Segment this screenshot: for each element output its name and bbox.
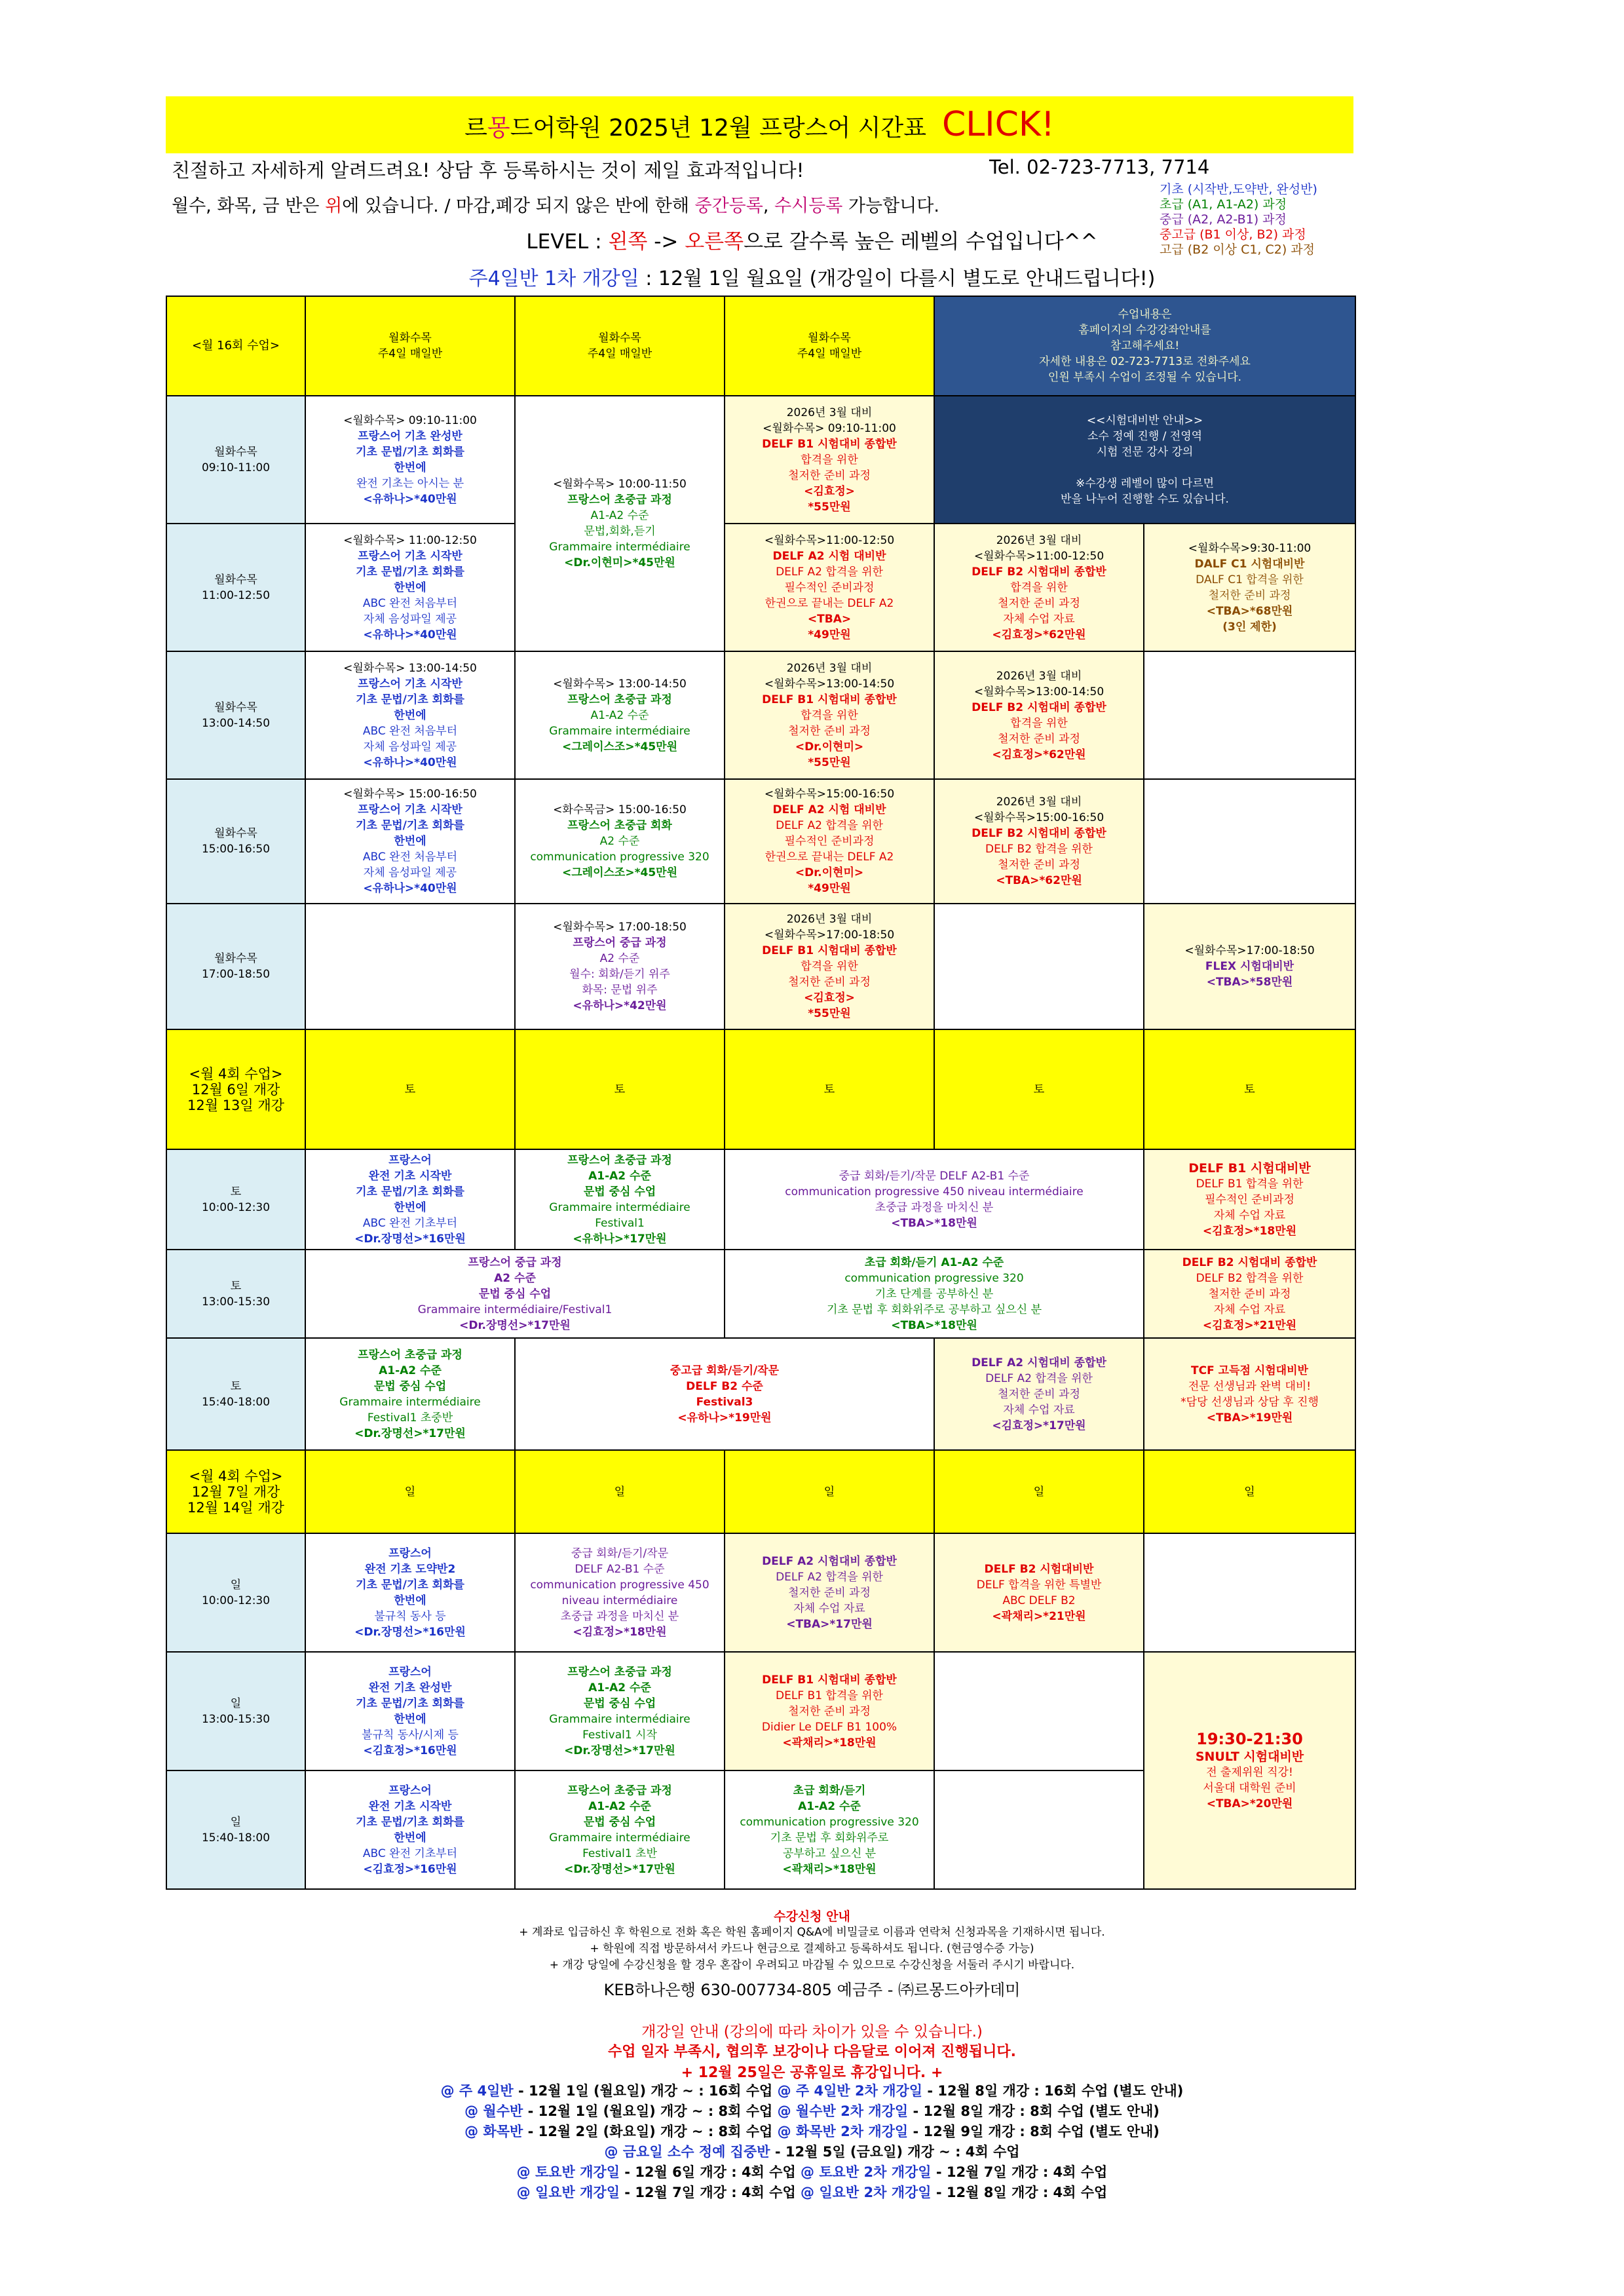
- day-header: 토: [725, 1029, 934, 1149]
- class-cell: <월화수목> 09:10-11:00 프랑스어 기초 완성반 기초 문법/기초 회화를 한번에 완전 기초는 아시는 분 <유하나>*40만원: [305, 396, 515, 524]
- col-header: 월화수목 주4일 매일반: [515, 296, 725, 396]
- class-cell: <월화수목>15:00-16:50 DELF A2 시험 대비반 DELF A2 합격을 위한 필수적인 준비과정 한권으로 끝내는 DELF A2 <Dr.이현미> *49만원: [725, 779, 934, 904]
- time-label: 월화수목 13:00-14:50: [166, 651, 305, 779]
- class-cell: 2026년 3월 대비 <월화수목>11:00-12:50 DELF B2 시험대비 종합반 합격을 위한 철저한 준비 과정 자체 수업 자료 <김효정>*62만원: [934, 524, 1144, 651]
- col-header: 월화수목 주4일 매일반: [725, 296, 934, 396]
- time-label: 일 10:00-12:30: [166, 1533, 305, 1652]
- holiday-notice: + 12월 25일은 공휴일로 휴강입니다. +: [681, 2065, 943, 2081]
- empty-cell: [934, 1652, 1144, 1770]
- class-cell: DELF B2 시험대비 종합반 DELF B2 합격을 위한 철저한 준비 과정 자체 수업 자료 <김효정>*21만원: [1144, 1250, 1355, 1338]
- empty-cell: [934, 1770, 1144, 1889]
- class-cell: 중급 회화/듣기/작문 DELF A2-B1 수준 communication progressive 450 niveau intermédiaire 초중급 과정을 마치신 분 <김효정>*18만원: [515, 1533, 725, 1652]
- exam-info: <<시험대비반 안내>> 소수 정예 진행 / 전영역 시험 전문 강사 강의 ※수강생 레벨이 많이 다르면 반을 나누어 진행할 수도 있습니다.: [934, 396, 1355, 524]
- class-cell: <월화수목>11:00-12:50 DELF A2 시험 대비반 DELF A2 합격을 위한 필수적인 준비과정 한권으로 끝내는 DELF A2 <TBA> *49만원: [725, 524, 934, 651]
- class-cell: <월화수목> 11:00-12:50 프랑스어 기초 시작반 기초 문법/기초 회화를 한번에 ABC 완전 처음부터 자체 음성파일 제공 <유하나>*40만원: [305, 524, 515, 651]
- class-cell: 프랑스어 완전 기초 완성반 기초 문법/기초 회화를 한번에 불규칙 동사/시제 등 <김효정>*16만원: [305, 1652, 515, 1770]
- day-header: 일: [725, 1450, 934, 1533]
- weekday-header: <월 16회 수업>: [166, 296, 305, 396]
- day-header: 일: [305, 1450, 515, 1533]
- class-cell: DELF B1 시험대비반 DELF B1 합격을 위한 필수적인 준비과정 자체 수업 자료 <김효정>*18만원: [1144, 1149, 1355, 1250]
- class-cell: 2026년 3월 대비 <월화수목> 09:10-11:00 DELF B1 시험대비 종합반 합격을 위한 철저한 준비 과정 <김효정> *55만원: [725, 396, 934, 524]
- class-cell: 19:30-21:30 SNULT 시험대비반 전 출제위원 직강! 서울대 대학원 준비 <TBA>*20만원: [1144, 1652, 1355, 1889]
- day-header: 토: [934, 1029, 1144, 1149]
- intro-line1: 친절하고 자세하게 알려드려요! 상담 후 등록하시는 것이 제일 효과적입니다!: [172, 159, 804, 182]
- class-cell: 프랑스어 초중급 과정 A1-A2 수준 문법 중심 수업 Grammaire intermédiaire Festival1 <유하나>*17만원: [515, 1149, 725, 1250]
- class-cell: <월화수목>17:00-18:50 FLEX 시험대비반 <TBA>*58만원: [1144, 904, 1355, 1029]
- level-guide: LEVEL : 왼쪽 -> 오른쪽으로 갈수록 높은 레벨의 수업입니다^^: [526, 230, 1098, 254]
- class-cell: DELF B2 시험대비반 DELF 합격을 위한 특별반 ABC DELF B2 <곽채리>*21만원: [934, 1533, 1144, 1652]
- class-cell: 프랑스어 완전 기초 시작반 기초 문법/기초 회화를 한번에 ABC 완전 기초부터 <Dr.장명선>*16만원: [305, 1149, 515, 1250]
- page-title: 르몽드어학원 2025년 12월 프랑스어 시간표 CLICK!: [166, 96, 1353, 153]
- empty-cell: [1144, 1533, 1355, 1652]
- open-warning: 수업 일자 부족시, 협의후 보강이나 다음달로 이어져 진행됩니다.: [608, 2044, 1016, 2060]
- time-label: 월화수목 15:00-16:50: [166, 779, 305, 904]
- level-legend: 기초 (시작반,도약반, 완성반) 초급 (A1, A1-A2) 과정 중급 (A2, A2-B1) 과정 중고급 (B1 이상, B2) 과정 고급 (B2 이상 C1, C2) 과정: [1160, 182, 1317, 257]
- class-cell: DELF A2 시험대비 종합반 DELF A2 합격을 위한 철저한 준비 과정 자체 수업 자료 <김효정>*17만원: [934, 1338, 1144, 1450]
- class-cell: 프랑스어 중급 과정 A2 수준 문법 중심 수업 Grammaire intermédiaire/Festival1 <Dr.장명선>*17만원: [305, 1250, 725, 1338]
- class-cell: <월화수목> 13:00-14:50 프랑스어 초중급 과정 A1-A2 수준 Grammaire intermédiaire <그레이스조>*45만원: [515, 651, 725, 779]
- class-cell: DELF A2 시험대비 종합반 DELF A2 합격을 위한 철저한 준비 과정 자체 수업 자료 <TBA>*17만원: [725, 1533, 934, 1652]
- class-cell: 초급 회화/듣기 A1-A2 수준 communication progressive 320 기초 문법 후 회화위주로 공부하고 싶으신 분 <곽채리>*18만원: [725, 1770, 934, 1889]
- saturday-header: <월 4회 수업> 12월 6일 개강 12월 13일 개강: [166, 1029, 305, 1149]
- class-cell: <월화수목> 13:00-14:50 프랑스어 기초 시작반 기초 문법/기초 회화를 한번에 ABC 완전 처음부터 자체 음성파일 제공 <유하나>*40만원: [305, 651, 515, 779]
- time-label: 월화수목 11:00-12:50: [166, 524, 305, 651]
- day-header: 토: [1144, 1029, 1355, 1149]
- schedule-list: @ 주 4일반 - 12월 1일 (월요일) 개강 ~ : 16회 수업 @ 주 4일반 2차 개강일 - 12월 8일 개강 : 16회 수업 (별도 안내) @ 월수반 - 12월 1일 (월요일) 개강 ~ : 8회 수업 @ 월수반 2차 개강일 - 12월 8일 개강 : 8회 수업 (별도 안내) @ 화목반 - 12월 2일 (화요일) 개강 ~ : 8회 수업 @ 화목반 2차 개강일 - 12월 9일 개강 : 8회 수업 (별도 안내) @ 금요일 소수 정예 집중반 - 12월 5일 (금요일) 개강 ~ : 4회 수업 @ 토요반 개강일 - 12월 6일 개강 : 4회 수업 @ 토요반 2차 개강일 - 12월 7일 개강 : 4회 수업 @ 일요반 개강일 - 12월 7일 개강 : 4회 수업 @ 일요반 2차 개강일 - 12월 8일 개강 : 4회 수업: [440, 2083, 1184, 2200]
- time-label: 토 13:00-15:30: [166, 1250, 305, 1338]
- class-cell: 프랑스어 완전 기초 시작반 기초 문법/기초 회화를 한번에 ABC 완전 기초부터 <김효정>*16만원: [305, 1770, 515, 1889]
- class-cell: <월화수목> 15:00-16:50 프랑스어 기초 시작반 기초 문법/기초 회화를 한번에 ABC 완전 처음부터 자체 음성파일 제공 <유하나>*40만원: [305, 779, 515, 904]
- class-cell: 프랑스어 초중급 과정 A1-A2 수준 문법 중심 수업 Grammaire intermédiaire Festival1 초반 <Dr.장명선>*17만원: [515, 1770, 725, 1889]
- intro-line2: 월수, 화목, 금 반은 위에 있습니다. / 마감,폐강 되지 않은 반에 한해 중간등록, 수시등록 가능합니다.: [172, 196, 939, 216]
- apply-guide: + 계좌로 입금하신 후 학원으로 전화 혹은 학원 홈페이지 Q&A에 비밀글로 이름과 연락처 신청과목을 기재하시면 됩니다. + 학원에 직접 방문하셔서 카드나 현금으로 결제하고 등록하셔도 됩니다. (현금영수증 가능) + 개강 당일에 수강신청을 할 경우 혼잡이 우려되고 마감될 수 있으므로 수강신청을 서둘러 주시기 바랍니다.: [519, 1926, 1105, 1972]
- class-cell: TCF 고득점 시험대비반 전문 선생님과 완벽 대비! *담당 선생님과 상담 후 진행 <TBA>*19만원: [1144, 1338, 1355, 1450]
- click-link[interactable]: CLICK!: [941, 105, 1055, 144]
- day-header: 토: [515, 1029, 725, 1149]
- day-header: 토: [305, 1029, 515, 1149]
- time-label: 일 15:40-18:00: [166, 1770, 305, 1889]
- class-cell: 2026년 3월 대비 <월화수목>13:00-14:50 DELF B1 시험대비 종합반 합격을 위한 철저한 준비 과정 <Dr.이현미> *55만원: [725, 651, 934, 779]
- empty-cell: [1144, 651, 1355, 779]
- empty-cell: [1144, 779, 1355, 904]
- class-cell: 중고급 회화/듣기/작문 DELF B2 수준 Festival3 <유하나>*19만원: [515, 1338, 934, 1450]
- time-label: 월화수목 17:00-18:50: [166, 904, 305, 1029]
- day-header: 일: [1144, 1450, 1355, 1533]
- info-notice: 수업내용은 홈페이지의 수강강좌안내를 참고해주세요! 자세한 내용은 02-723-7713로 전화주세요 인원 부족시 수업이 조정될 수 있습니다.: [934, 296, 1355, 396]
- time-label: 토 10:00-12:30: [166, 1149, 305, 1250]
- class-cell: 프랑스어 초중급 과정 A1-A2 수준 문법 중심 수업 Grammaire intermédiaire Festival1 시작 <Dr.장명선>*17만원: [515, 1652, 725, 1770]
- class-cell: 2026년 3월 대비 <월화수목>13:00-14:50 DELF B2 시험대비 종합반 합격을 위한 철저한 준비 과정 <김효정>*62만원: [934, 651, 1144, 779]
- class-cell: 중급 회화/듣기/작문 DELF A2-B1 수준 communication progressive 450 niveau intermédiaire 초중급 과정을 마치신 분 <TBA>*18만원: [725, 1149, 1144, 1250]
- col-header: 월화수목 주4일 매일반: [305, 296, 515, 396]
- class-cell: 프랑스어 완전 기초 도약반2 기초 문법/기초 회화를 한번에 불규칙 동사 등 <Dr.장명선>*16만원: [305, 1533, 515, 1652]
- apply-title: 수강신청 안내: [774, 1909, 850, 1924]
- open-title: 개강일 안내 (강의에 따라 차이가 있을 수 있습니다.): [641, 2023, 983, 2040]
- class-cell: DELF B1 시험대비 종합반 DELF B1 합격을 위한 철저한 준비 과정 Didier Le DELF B1 100% <곽채리>*18만원: [725, 1652, 934, 1770]
- class-cell: <월화수목>9:30-11:00 DALF C1 시험대비반 DALF C1 합격을 위한 철저한 준비 과정 <TBA>*68만원 (3인 제한): [1144, 524, 1355, 651]
- time-label: 월화수목 09:10-11:00: [166, 396, 305, 524]
- time-label: 일 13:00-15:30: [166, 1652, 305, 1770]
- class-cell: 2026년 3월 대비 <월화수목>15:00-16:50 DELF B2 시험대비 종합반 DELF B2 합격을 위한 철저한 준비 과정 <TBA>*62만원: [934, 779, 1144, 904]
- class-cell: 프랑스어 초중급 과정 A1-A2 수준 문법 중심 수업 Grammaire intermédiaire Festival1 초중반 <Dr.장명선>*17만원: [305, 1338, 515, 1450]
- class-cell: <월화수목> 17:00-18:50 프랑스어 중급 과정 A2 수준 월수: 회화/듣기 위주 화목: 문법 위주 <유하나>*42만원: [515, 904, 725, 1029]
- class-cell: 2026년 3월 대비 <월화수목>17:00-18:50 DELF B1 시험대비 종합반 합격을 위한 철저한 준비 과정 <김효정> *55만원: [725, 904, 934, 1029]
- class-cell: <화수목금> 15:00-16:50 프랑스어 초중급 회화 A2 수준 communication progressive 320 <그레이스조>*45만원: [515, 779, 725, 904]
- timetable: [166, 296, 1356, 1890]
- class-cell: <월화수목> 10:00-11:50 프랑스어 초중급 과정 A1-A2 수준 문법,회화,듣기 Grammaire intermédiaire <Dr.이현미>*45만원: [515, 396, 725, 651]
- class-cell: 초급 회화/듣기 A1-A2 수준 communication progressive 320 기초 단계를 공부하신 분 기초 문법 후 회화위주로 공부하고 싶으신 분 <TBA>*18만원: [725, 1250, 1144, 1338]
- empty-cell: [305, 904, 515, 1029]
- bank-account: KEB하나은행 630-007734-805 예금주 - ㈜르몽드아카데미: [603, 1981, 1021, 1999]
- empty-cell: [934, 904, 1144, 1029]
- day-header: 일: [934, 1450, 1144, 1533]
- opening-date: 주4일반 1차 개강일 : 12월 1일 월요일 (개강일이 다를시 별도로 안내드립니다!): [468, 267, 1156, 290]
- phone-number: Tel. 02-723-7713, 7714: [989, 156, 1210, 178]
- day-header: 일: [515, 1450, 725, 1533]
- time-label: 토 15:40-18:00: [166, 1338, 305, 1450]
- sunday-header: <월 4회 수업> 12월 7일 개강 12월 14일 개강: [166, 1450, 305, 1533]
